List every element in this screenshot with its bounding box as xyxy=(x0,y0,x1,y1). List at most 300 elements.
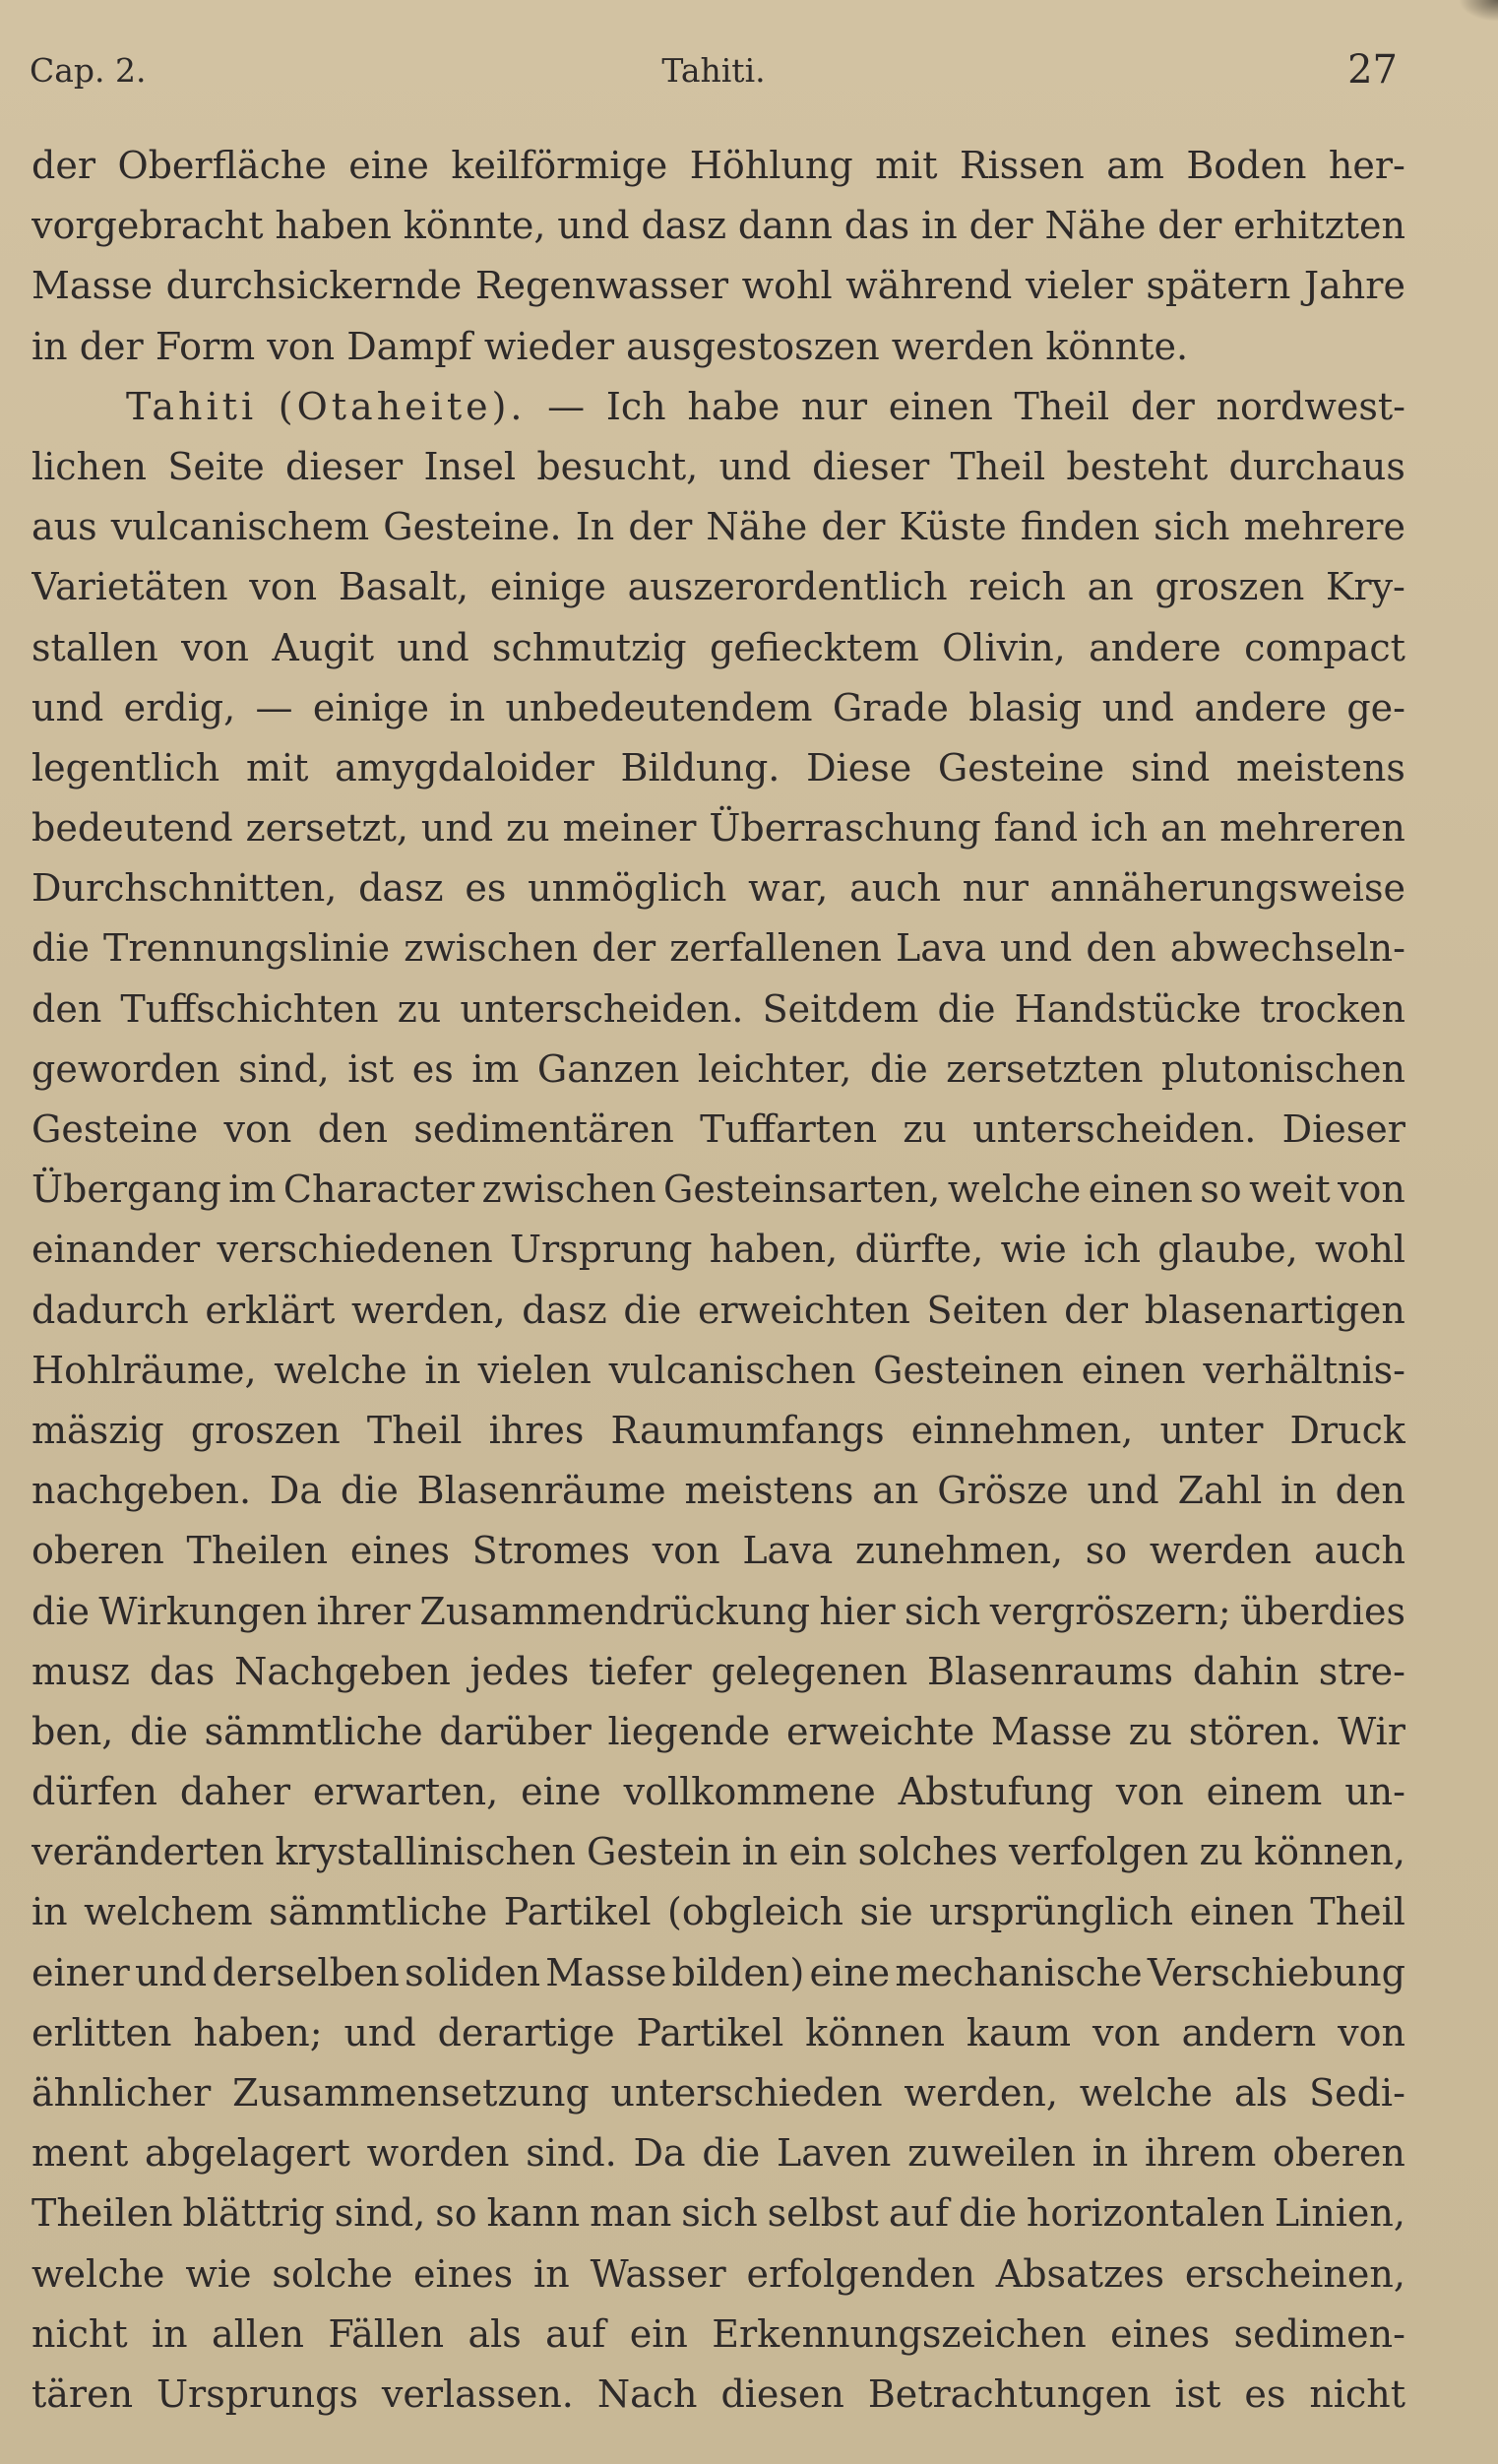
word: und xyxy=(31,685,104,729)
word: von xyxy=(267,324,336,368)
word: unterscheiden. xyxy=(460,986,744,1031)
word: zu xyxy=(903,1107,947,1151)
word: veränderten xyxy=(31,1830,265,1874)
word: im xyxy=(471,1046,520,1091)
word: dieser xyxy=(812,444,930,488)
word: auszerordentlich xyxy=(627,565,948,609)
word: trocken xyxy=(1260,986,1405,1031)
word: haben xyxy=(275,204,392,248)
word: Laven xyxy=(777,2131,892,2176)
word: Linien, xyxy=(1274,2191,1405,2236)
word: ursprünglich xyxy=(929,1890,1174,1934)
word: derselben xyxy=(212,1950,400,1994)
word: Regenwasser xyxy=(474,264,729,308)
word: sedimen- xyxy=(1233,2311,1405,2356)
word: Blasenraums xyxy=(927,1649,1174,1693)
word: während xyxy=(845,264,1013,308)
word: mehrere xyxy=(1243,505,1405,549)
word: eines xyxy=(1110,2311,1211,2356)
text-line xyxy=(31,798,1405,858)
word: es xyxy=(411,1046,454,1091)
text-line xyxy=(31,1582,1405,1642)
word: ment xyxy=(31,2131,129,2176)
text-line xyxy=(31,2365,1405,2425)
word: sind. xyxy=(526,2131,617,2176)
word: Nähe xyxy=(1044,204,1147,248)
word: könnte. xyxy=(1045,324,1189,368)
word: nur xyxy=(800,384,868,428)
word: können xyxy=(805,2010,945,2054)
word: stören. xyxy=(1188,1709,1322,1753)
word: Olivin, xyxy=(942,625,1066,669)
text-line xyxy=(31,196,1405,256)
word: und xyxy=(718,444,791,488)
word: andern xyxy=(1181,2010,1317,2054)
word: Gesteine. xyxy=(383,505,562,549)
word: hier xyxy=(819,1589,896,1633)
text-line xyxy=(31,2244,1405,2305)
word: sich xyxy=(1154,505,1230,549)
word: Da xyxy=(269,1469,323,1513)
word: wohl xyxy=(1314,1228,1405,1272)
word: eines xyxy=(349,1529,450,1573)
word: Blasenräume xyxy=(416,1469,666,1513)
word: und xyxy=(557,204,630,248)
word: habe xyxy=(687,384,780,428)
word: daher xyxy=(179,1770,291,1814)
word: lichen xyxy=(31,444,148,488)
word: Wirkungen xyxy=(98,1589,308,1633)
word: werden xyxy=(1149,1529,1292,1573)
word: in xyxy=(449,685,485,729)
word: sind, xyxy=(238,1046,330,1091)
word: worden xyxy=(366,2131,510,2176)
word: von xyxy=(1338,2010,1405,2054)
word: Rissen xyxy=(960,144,1085,187)
text-line xyxy=(31,317,1405,377)
word: legentlich xyxy=(31,745,220,790)
word: verhältnis- xyxy=(1203,1348,1405,1392)
word: mechanische xyxy=(895,1950,1143,1994)
word: den xyxy=(317,1107,388,1151)
word: der xyxy=(1157,204,1222,248)
word: durchsickernde xyxy=(165,264,463,308)
word: vulcanischem xyxy=(110,505,370,549)
word: Wir xyxy=(1338,1709,1405,1753)
word: wie xyxy=(1000,1228,1067,1272)
word: oberen xyxy=(1273,2131,1405,2176)
word: aus xyxy=(31,505,97,549)
word: Theilen xyxy=(31,2191,173,2236)
text-line xyxy=(31,1521,1405,1581)
word: verschiedenen xyxy=(217,1228,493,1272)
word: der xyxy=(592,926,656,971)
section-title: Tahiti. xyxy=(661,51,766,90)
word: auch xyxy=(849,866,941,911)
word: erhitzten xyxy=(1233,204,1405,248)
word: der xyxy=(31,144,95,187)
word: welche xyxy=(274,1348,407,1392)
word: sich xyxy=(681,2191,758,2236)
word: mit xyxy=(875,144,938,187)
word: tären xyxy=(31,2371,134,2416)
word: meiner xyxy=(562,806,697,851)
word: auch xyxy=(1314,1529,1405,1573)
chapter-label: Cap. 2. xyxy=(30,51,147,90)
word: Tuffarten xyxy=(700,1107,878,1151)
word: und xyxy=(397,625,469,669)
word: haben, xyxy=(709,1228,839,1272)
word: spätern xyxy=(1146,264,1291,308)
text-line xyxy=(31,1100,1405,1160)
word: vieler xyxy=(1025,264,1133,308)
word: vergröszern; xyxy=(989,1589,1231,1633)
word: sie xyxy=(859,1890,913,1934)
word: einer xyxy=(31,1950,130,1994)
word: abwechseln- xyxy=(1169,926,1405,971)
word: blasig xyxy=(968,685,1083,729)
word: zwischen xyxy=(404,926,579,971)
word: und xyxy=(1101,685,1174,729)
word: erweichten xyxy=(698,1288,910,1332)
word: Durchschnitten, xyxy=(31,866,338,911)
word: an xyxy=(1160,806,1208,851)
word: Hohlräume, xyxy=(31,1348,257,1392)
word: Höhlung xyxy=(689,144,853,187)
word: dasz xyxy=(522,1288,607,1332)
word: ist xyxy=(347,1046,395,1091)
word: von xyxy=(1115,1770,1184,1814)
word: nur xyxy=(962,866,1029,911)
word: dieser xyxy=(285,444,404,488)
word: glaube, xyxy=(1157,1228,1298,1272)
word: ist xyxy=(1174,2371,1221,2416)
text-line xyxy=(31,979,1405,1040)
word: Raumumfangs xyxy=(610,1408,885,1452)
word: so xyxy=(435,2191,477,2236)
word: so xyxy=(1200,1168,1242,1212)
word: sedimentären xyxy=(413,1107,674,1151)
word: der xyxy=(1130,384,1195,428)
word: horizontalen xyxy=(1026,2191,1265,2236)
word: dasz xyxy=(641,204,726,248)
word: zersetzt, xyxy=(245,806,408,851)
word: an xyxy=(1087,565,1134,609)
word: Tahiti xyxy=(126,384,258,428)
word: zu xyxy=(1128,1709,1173,1753)
word: mehreren xyxy=(1219,806,1405,851)
word: Gesteine xyxy=(937,745,1105,790)
word: vulcanischen xyxy=(608,1348,856,1392)
word: vorgebracht xyxy=(31,204,264,248)
word: — xyxy=(255,685,293,729)
word: welchem xyxy=(84,1890,253,1934)
word: einnehmen, xyxy=(910,1408,1134,1452)
word: Masse xyxy=(545,1950,667,1994)
word: eine xyxy=(348,144,429,187)
word: ihrem xyxy=(1144,2131,1257,2176)
word: werden, xyxy=(350,1288,506,1332)
word: Seiten xyxy=(926,1288,1048,1332)
word: tiefer xyxy=(589,1649,692,1693)
word: unterschieden xyxy=(610,2071,883,2115)
word: — xyxy=(547,384,586,428)
word: Ursprung xyxy=(510,1228,693,1272)
word: derartige xyxy=(437,2010,615,2054)
word: einige xyxy=(312,685,429,729)
word: sämmtliche xyxy=(269,1890,488,1934)
word: weit xyxy=(1249,1168,1331,1212)
word: einen xyxy=(888,384,993,428)
word: dahin xyxy=(1192,1649,1299,1693)
word: der xyxy=(968,204,1033,248)
word: in xyxy=(31,1890,68,1934)
word: meistens xyxy=(1235,745,1405,790)
word: (obgleich xyxy=(667,1890,843,1934)
word: Character xyxy=(282,1168,475,1212)
word: sind, xyxy=(334,2191,426,2236)
word: erweichte xyxy=(785,1709,975,1753)
word: Seitdem xyxy=(762,986,919,1031)
word: sämmtliche xyxy=(204,1709,423,1753)
word: ich xyxy=(1091,806,1149,851)
text-line xyxy=(31,1642,1405,1702)
word: zerfallenen xyxy=(669,926,882,971)
word: als xyxy=(1233,2071,1288,2115)
word: soliden xyxy=(405,1950,541,1994)
word: mit xyxy=(245,745,309,790)
word: zwischen xyxy=(481,1168,656,1212)
word: von xyxy=(249,565,318,609)
text-line xyxy=(31,1220,1405,1280)
word: Zahl xyxy=(1177,1469,1263,1513)
word: vollkommene xyxy=(623,1770,876,1814)
word: dann xyxy=(737,204,833,248)
word: plutonischen xyxy=(1161,1046,1405,1091)
word: in xyxy=(1280,1469,1317,1513)
word: oberen xyxy=(31,1529,164,1573)
word: Theil xyxy=(366,1408,463,1452)
word: Grösze xyxy=(937,1469,1069,1513)
text-line xyxy=(31,557,1405,617)
word: groszen xyxy=(1155,565,1305,609)
word: einem xyxy=(1206,1770,1323,1814)
word: amygdaloider xyxy=(335,745,594,790)
word: einander xyxy=(31,1228,201,1272)
word: haben; xyxy=(193,2010,323,2054)
word: Ursprungs xyxy=(156,2371,358,2416)
word: in xyxy=(31,324,68,368)
word: der xyxy=(628,505,693,549)
word: reich xyxy=(968,565,1066,609)
word: den xyxy=(31,986,102,1031)
word: andere xyxy=(1089,625,1221,669)
word: wohl xyxy=(741,264,833,308)
text-line xyxy=(31,437,1405,497)
page-corner-shadow xyxy=(1459,0,1498,22)
word: vielen xyxy=(477,1348,592,1392)
word: in xyxy=(424,1348,461,1392)
word: von xyxy=(652,1529,720,1573)
word: Gesteine xyxy=(31,1107,199,1151)
word: verfolgen xyxy=(1008,1830,1189,1874)
word: auf xyxy=(888,2191,950,2236)
word: zunehmen, xyxy=(855,1529,1064,1573)
word: Zusammensetzung xyxy=(232,2071,590,2115)
word: die xyxy=(623,1288,682,1332)
word: Da xyxy=(633,2131,686,2176)
word: werden xyxy=(891,324,1034,368)
word: und xyxy=(420,806,494,851)
text-line xyxy=(31,858,1405,918)
word: kann xyxy=(486,2191,581,2236)
word: im xyxy=(228,1168,277,1212)
word: zersetzten xyxy=(946,1046,1144,1091)
word: den xyxy=(1335,1469,1405,1513)
word: selbst xyxy=(767,2191,879,2236)
word: geworden xyxy=(31,1046,220,1091)
word: Theil xyxy=(950,444,1046,488)
word: musz xyxy=(31,1649,131,1693)
word: einen xyxy=(1088,1168,1193,1212)
word: ben, xyxy=(31,1709,114,1753)
word: Betrachtungen xyxy=(867,2371,1152,2416)
word: Ich xyxy=(605,384,666,428)
word: jedes xyxy=(469,1649,570,1693)
word: und xyxy=(343,2010,416,2054)
word: her- xyxy=(1328,144,1405,187)
word: fand xyxy=(993,806,1079,851)
word: Masse xyxy=(990,1709,1112,1753)
word: Partikel xyxy=(636,2010,784,2054)
text-line xyxy=(31,1040,1405,1100)
word: finden xyxy=(1020,505,1140,549)
word: ihres xyxy=(488,1408,585,1452)
word: die xyxy=(129,1709,188,1753)
word: erklärt xyxy=(205,1288,336,1332)
word: sich xyxy=(905,1589,981,1633)
word: Jahre xyxy=(1303,264,1405,308)
text-line xyxy=(31,2305,1405,2365)
word: dasz xyxy=(358,866,444,911)
word: nordwest- xyxy=(1216,384,1405,428)
text-line xyxy=(31,2183,1405,2243)
word: Oberfläche xyxy=(117,144,327,187)
word: dürfte, xyxy=(854,1228,984,1272)
word: besteht xyxy=(1066,444,1209,488)
word: Nach xyxy=(596,2371,698,2416)
word: Lava xyxy=(895,926,986,971)
word: andere xyxy=(1194,685,1327,729)
word: wie xyxy=(185,2251,252,2296)
word: Bildung. xyxy=(620,745,780,790)
word: in xyxy=(1092,2131,1129,2176)
word: Gesteinen xyxy=(873,1348,1064,1392)
word: auf xyxy=(545,2311,606,2356)
text-line xyxy=(31,1762,1405,1822)
word: zu xyxy=(397,986,442,1031)
word: (Otaheite). xyxy=(278,384,527,428)
word: von xyxy=(223,1107,292,1151)
word: unbedeutendem xyxy=(505,685,813,729)
word: Überraschung xyxy=(709,806,981,851)
word: Fällen xyxy=(328,2311,445,2356)
word: bedeutend xyxy=(31,806,233,851)
word: Ganzen xyxy=(536,1046,680,1091)
word: Stromes xyxy=(471,1529,631,1573)
text-line xyxy=(31,136,1405,196)
word: Dampf xyxy=(346,324,472,368)
word: Masse xyxy=(31,264,154,308)
word: bilden) xyxy=(671,1950,805,1994)
word: eines xyxy=(413,2251,514,2296)
word: nicht xyxy=(31,2311,128,2356)
word: Übergang xyxy=(31,1168,221,1212)
word: von xyxy=(1338,1168,1405,1212)
word: einige xyxy=(489,565,606,609)
word: der xyxy=(79,324,144,368)
word: eine xyxy=(809,1950,891,1994)
word: Seite xyxy=(167,444,265,488)
word: der xyxy=(821,505,886,549)
word: Wasser xyxy=(590,2251,726,2296)
word: die xyxy=(869,1046,928,1091)
word: die xyxy=(937,986,996,1031)
word: war, xyxy=(748,866,829,911)
word: als xyxy=(468,2311,522,2356)
word: Lava xyxy=(742,1529,834,1573)
text-line-paragraph-start xyxy=(31,377,1405,437)
word: leichter, xyxy=(697,1046,852,1091)
word: compact xyxy=(1244,625,1405,669)
word: allen xyxy=(212,2311,304,2356)
word: in xyxy=(741,1830,779,1874)
word: Form xyxy=(155,324,256,368)
word: Basalt, xyxy=(338,565,469,609)
word: den xyxy=(1086,926,1156,971)
word: das xyxy=(149,1649,216,1693)
word: erfolgenden xyxy=(746,2251,975,2296)
word: diesen xyxy=(720,2371,844,2416)
word: die xyxy=(702,2131,761,2176)
word: könnte, xyxy=(403,204,546,248)
word: das xyxy=(843,204,910,248)
word: zu xyxy=(1199,1830,1243,1874)
word: ein xyxy=(629,2311,688,2356)
word: Insel xyxy=(423,444,517,488)
body-text xyxy=(31,136,1405,2425)
word: Dieser xyxy=(1281,1107,1405,1151)
word: abgelagert xyxy=(145,2131,350,2176)
word: zuweilen xyxy=(907,2131,1076,2176)
word: erwarten, xyxy=(312,1770,499,1814)
word: schmutzig xyxy=(492,625,687,669)
word: die xyxy=(958,2191,1017,2236)
word: erdig, xyxy=(123,685,236,729)
word: unmöglich xyxy=(528,866,727,911)
word: ähnlicher xyxy=(31,2071,212,2115)
page-number: 27 xyxy=(1347,47,1398,93)
word: so xyxy=(1085,1529,1128,1573)
word: ge- xyxy=(1346,685,1405,729)
word: Gestein xyxy=(586,1830,731,1874)
word: mäszig xyxy=(31,1408,164,1452)
word: besucht, xyxy=(536,444,699,488)
word: werden, xyxy=(904,2071,1058,2115)
word: Handstücke xyxy=(1014,986,1242,1031)
word: Grade xyxy=(832,685,949,729)
word: solches xyxy=(857,1830,998,1874)
